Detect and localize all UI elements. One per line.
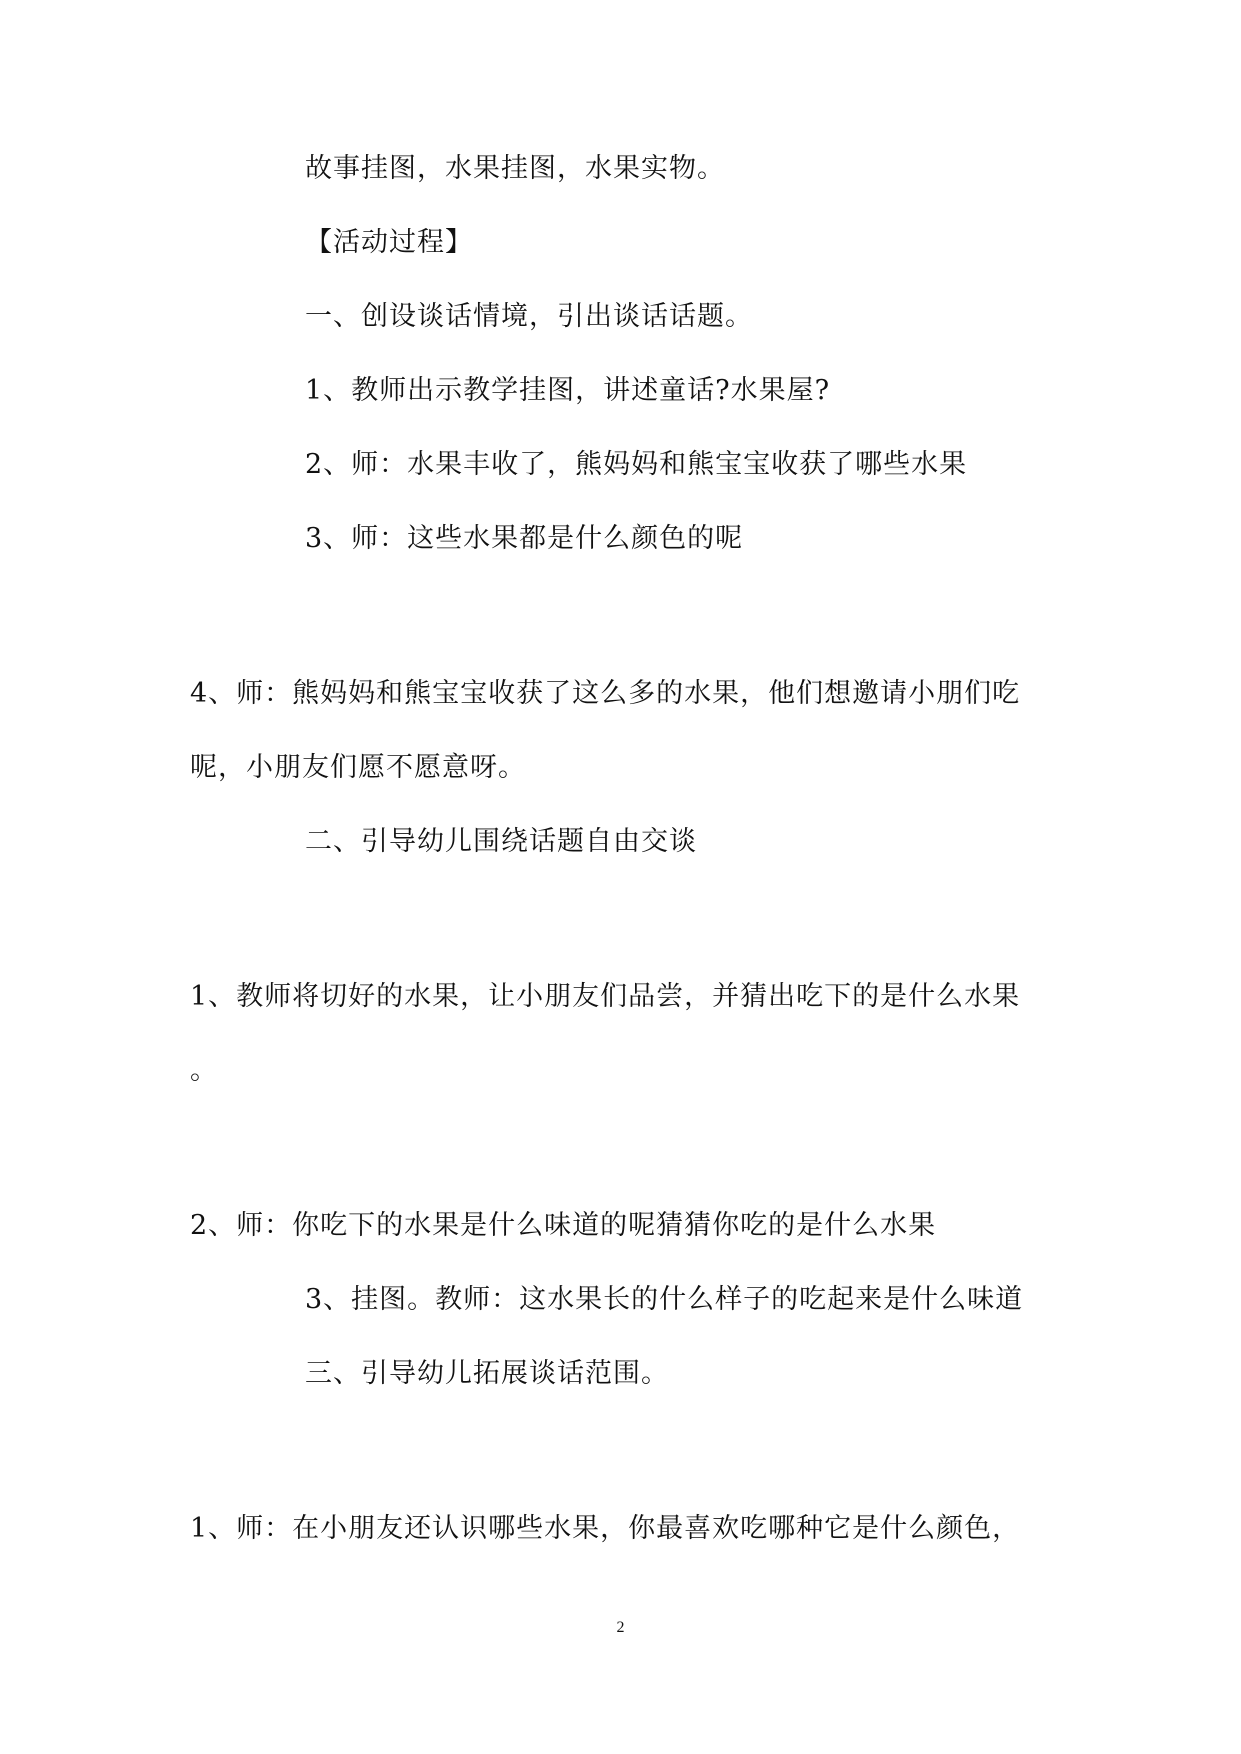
materials-line: 故事挂图，水果挂图，水果实物。 <box>305 153 725 184</box>
step-one-item-4-continued: 呢，小朋友们愿不愿意呀。 <box>190 752 526 783</box>
step-two-item-1: 1、教师将切好的水果，让小朋友们品尝，并猜出吃下的是什么水果 <box>190 981 1021 1012</box>
page-number: 2 <box>616 1619 625 1636</box>
step-one-heading: 一、创设谈话情境，引出谈话话题。 <box>305 301 753 332</box>
step-one-item-3: 3、师：这些水果都是什么颜色的呢 <box>305 523 744 554</box>
step-one-item-4: 4、师：熊妈妈和熊宝宝收获了这么多的水果，他们想邀请小朋们吃 <box>190 678 1021 709</box>
step-three-heading: 三、引导幼儿拓展谈话范围。 <box>305 1358 669 1389</box>
step-one-item-1: 1、教师出示教学挂图，讲述童话?水果屋? <box>305 375 831 406</box>
step-two-item-1-continued: 。 <box>190 1055 218 1086</box>
step-two-item-3: 3、挂图。教师：这水果长的什么样子的吃起来是什么味道 <box>305 1284 1024 1315</box>
step-three-item-1: 1、师：在小朋友还认识哪些水果，你最喜欢吃哪种它是什么颜色， <box>190 1513 1021 1544</box>
step-one-item-2: 2、师：水果丰收了，熊妈妈和熊宝宝收获了哪些水果 <box>305 449 968 480</box>
section-heading-activity-process: 【活动过程】 <box>305 227 473 258</box>
step-two-item-2: 2、师：你吃下的水果是什么味道的呢猜猜你吃的是什么水果 <box>190 1210 937 1241</box>
step-two-heading: 二、引导幼儿围绕话题自由交谈 <box>305 826 697 857</box>
